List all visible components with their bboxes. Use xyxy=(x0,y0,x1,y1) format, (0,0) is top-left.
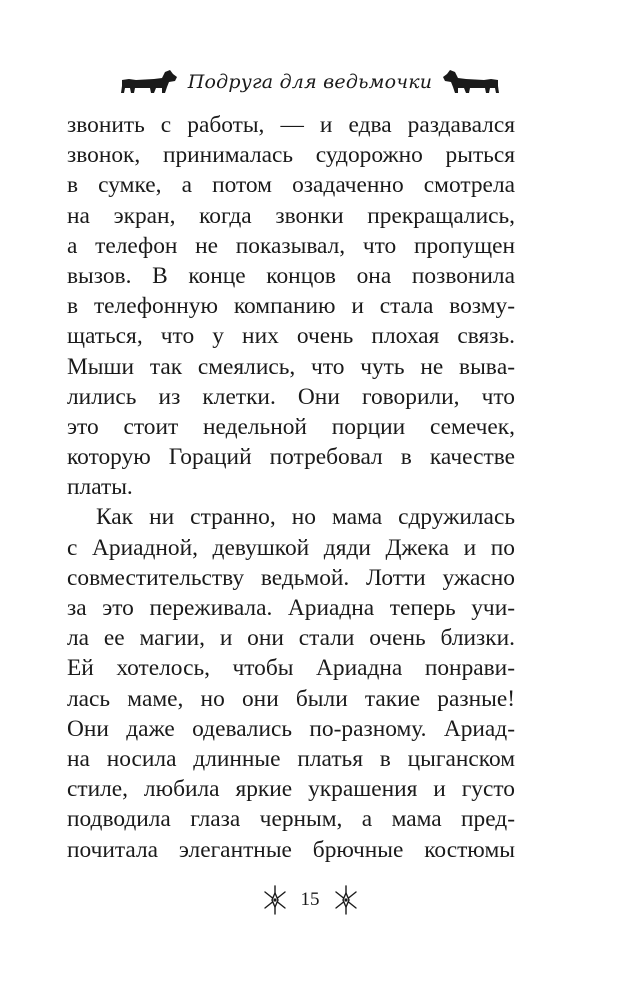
sparkle-icon xyxy=(261,884,289,916)
text-line: почитала элегантные брючные костюмы xyxy=(67,836,515,863)
sparkle-icon xyxy=(332,884,360,916)
text-line: совместительству ведьмой. Лотти ужасно xyxy=(67,564,515,591)
text-line: Ей хотелось, чтобы Ариадна понрави- xyxy=(67,655,515,682)
dachshund-icon xyxy=(442,68,500,96)
text-line: в сумке, а потом озадаченно смотрела xyxy=(67,172,515,199)
text-line: лились из клетки. Они говорили, что xyxy=(67,383,515,410)
text-line: это стоит недельной порции семечек, xyxy=(67,413,515,440)
text-line: звонок, принималась судорожно рыться xyxy=(67,142,515,169)
running-header xyxy=(0,62,620,102)
text-line: ла ее магии, и они стали очень близки. xyxy=(67,625,515,652)
page-number: 15 xyxy=(300,889,320,910)
text-line: подводила глаза черным, а мама пред- xyxy=(67,806,515,833)
text-line: Как ни странно, но мама сдружилась xyxy=(96,504,515,531)
text-line: звонить с работы, — и едва раздавался xyxy=(67,112,515,138)
body-text xyxy=(67,110,515,865)
text-line: платы. xyxy=(67,474,133,501)
text-line: с Ариадной, девушкой дяди Джека и по xyxy=(67,534,515,561)
page-footer xyxy=(0,880,620,920)
text-line: лась маме, но они были такие разные! xyxy=(67,685,515,712)
text-line: на носила длинные платья в цыганском xyxy=(67,745,515,772)
text-line: щаться, что у них очень плохая связь. xyxy=(67,323,515,350)
text-line: а телефон не показывал, что пропущен xyxy=(67,232,515,259)
text-line: которую Гораций потребовал в качестве xyxy=(67,444,515,471)
dachshund-icon xyxy=(120,68,178,96)
text-line: вызов. В конце концов она позвонила xyxy=(67,262,515,289)
text-line: стиле, любила яркие украшения и густо xyxy=(67,776,515,803)
text-line: Мыши так смеялись, что чуть не вывa- xyxy=(67,353,515,380)
text-line: за это переживала. Ариадна теперь учи- xyxy=(67,595,515,621)
text-line: на экран, когда звонки прекращались, xyxy=(67,202,515,229)
book-title: Подруга для ведьмочки xyxy=(187,71,433,93)
text-line: Они даже одевались по-разному. Ариад- xyxy=(67,715,515,742)
text-line: в телефонную компанию и стала возму- xyxy=(67,293,515,320)
